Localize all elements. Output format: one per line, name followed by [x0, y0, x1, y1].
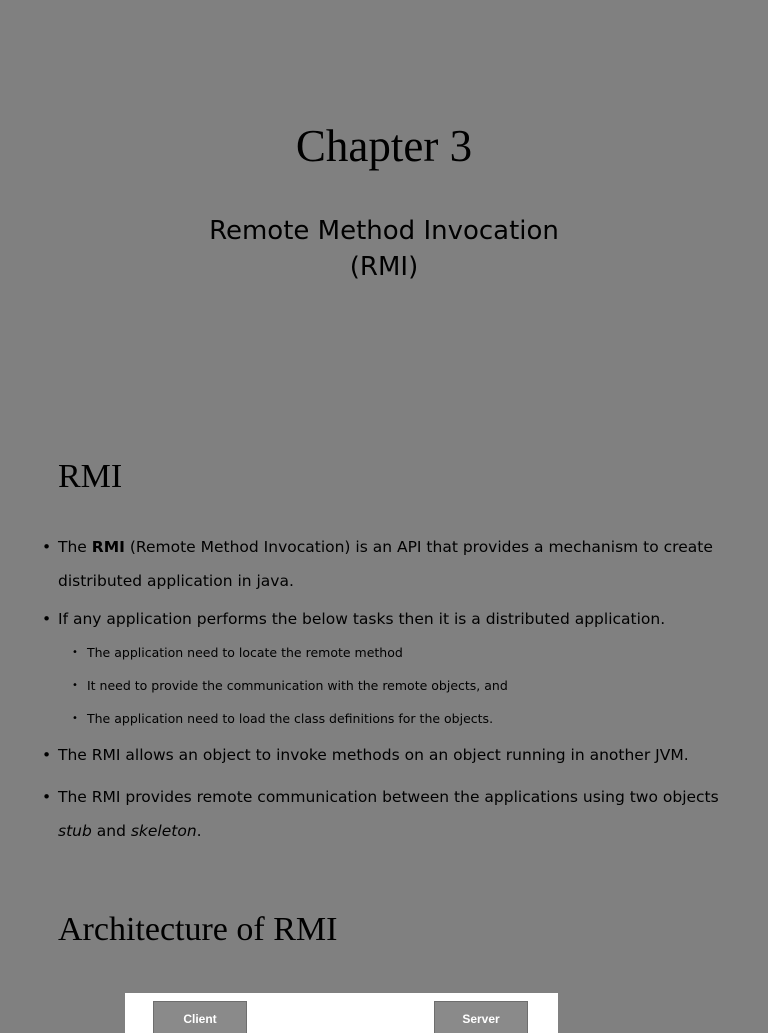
bullet-4-pre: The RMI provides remote communication between the applications using two objects: [58, 788, 719, 806]
stub-term: stub: [58, 822, 92, 840]
chapter-title: Chapter 3: [295, 121, 473, 171]
sub-bullet-load-class: • The application need to load the class definitions for the objects.: [0, 702, 768, 735]
bullet-4-mid: and: [91, 822, 131, 840]
chapter-subtitle: [0, 213, 768, 285]
bullet-1-post: (Remote Method Invocation) is an API that provides a mechanism to create distributed application in java.: [58, 538, 713, 590]
bullet-distributed-tasks: • If any application performs the below tasks then it is a distributed application.: [0, 602, 768, 636]
sub-bullet-list: [0, 636, 768, 735]
bullet-list: [0, 530, 768, 848]
bullet-invoke-methods: • The RMI allows an object to invoke methods on an object running in another JVM.: [0, 738, 768, 772]
server-box: Server: [434, 1001, 528, 1033]
title-slide: [0, 0, 768, 400]
sub-bullet-container: [0, 636, 768, 735]
bullet-rmi-definition: [0, 530, 768, 598]
bullet-1-pre: The: [58, 538, 92, 556]
subtitle-line-2: (RMI): [349, 252, 419, 282]
bullet-1-bold: RMI: [91, 538, 125, 556]
subtitle-line-1: Remote Method Invocation: [209, 216, 559, 246]
skeleton-term: skeleton: [130, 822, 197, 840]
rmi-heading: RMI: [58, 458, 123, 495]
sub-bullet-communication: • It need to provide the communication with the remote objects, and: [0, 669, 768, 702]
bullet-4-post: .: [196, 822, 202, 840]
bullet-stub-skeleton: [0, 780, 768, 848]
architecture-heading: Architecture of RMI: [58, 911, 338, 948]
rmi-slide: [0, 430, 768, 1024]
architecture-diagram: [125, 993, 558, 1033]
client-box: Client: [153, 1001, 247, 1033]
sub-bullet-locate: • The application need to locate the remote method: [0, 636, 768, 669]
